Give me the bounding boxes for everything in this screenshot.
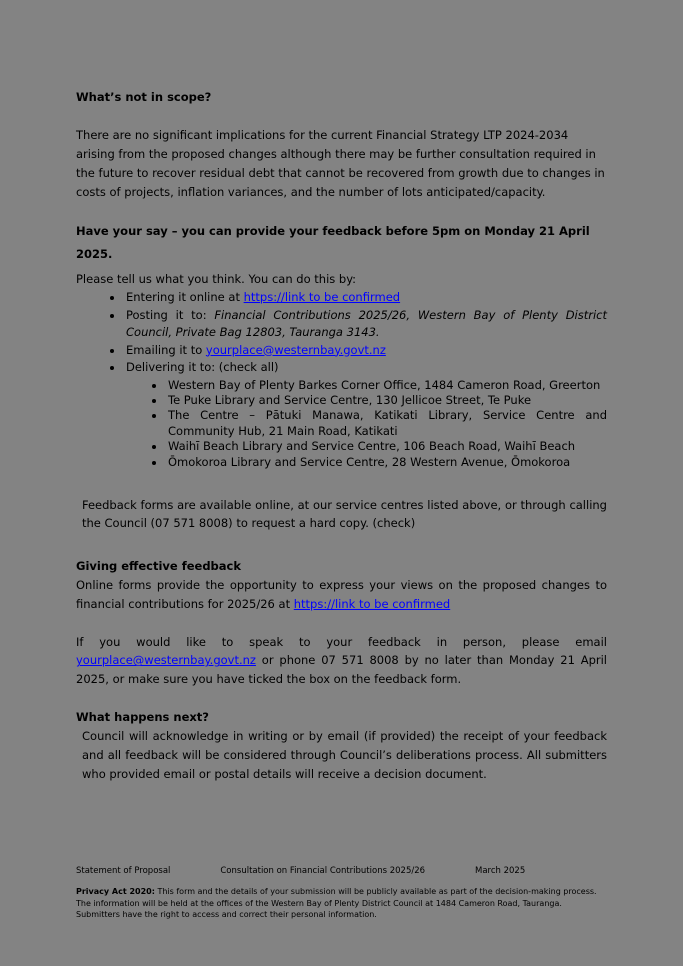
feedback-methods-list [76, 289, 607, 470]
heading-giving-effective-feedback: Giving effective feedback [76, 558, 242, 573]
email-link[interactable]: yourplace@westernbay.govt.nz [205, 342, 386, 357]
speak-prefix-text: If you would like to speak to your feedback in person, please email [76, 634, 607, 649]
location-item-omokoroa: • Ōmokoroa Library and Service Centre, 28 Western Avenue, Ōmokoroa [166, 455, 607, 470]
location-item-barkes-corner: • Western Bay of Plenty Barkes Corner Office, 1484 Cameron Road, Greerton [166, 378, 607, 393]
heading-have-your-say: Have your say – you can provide your feedback before 5pm on Monday 21 April 2025. [76, 224, 590, 261]
post-prefix-text: Posting it to: [126, 307, 215, 322]
list-item-post [124, 307, 607, 342]
para-online-forms [76, 576, 607, 614]
para-council-acknowledge: Council will acknowledge in writing or by email (if provided) the receipt of your feedback and all feedback will be considered through Council’s deliberations process. All submitters who provided email or postal details will receive a decision document. [82, 729, 607, 782]
page-footer [76, 866, 607, 921]
para-please-tell-us: Please tell us what you think. You can do this by: [76, 272, 357, 286]
privacy-note [76, 886, 607, 921]
online-forms-prefix-text: Online forms provide the opportunity to express your views on the proposed changes to financial contributions for 2025/26 at [76, 577, 607, 611]
location-item-waihi-beach: • Waihī Beach Library and Service Centre, 106 Beach Road, Waihī Beach [166, 439, 607, 454]
online-feedback-link[interactable]: https://link to be confirmed [243, 290, 401, 304]
footer-consultation-title: Consultation on Financial Contributions 2025/26 [220, 866, 426, 876]
footer-row [76, 866, 607, 876]
footer-date: March 2025 [475, 866, 526, 876]
heading-whats-not-in-scope: What’s not in scope? [76, 90, 212, 104]
list-item-email [124, 342, 607, 360]
online-forms-link[interactable]: https://link to be confirmed [293, 596, 451, 611]
deliver-label-text: Delivering it to: (check all) [126, 360, 279, 374]
para-feedback-forms: Feedback forms are available online, at our service centres listed above, or through calling the Council (07 571 8008) to request a hard copy. (check) [82, 497, 607, 531]
post-address-text: Financial Contributions 2025/26, Western Bay of Plenty District Council, Private Bag 12803, Tauranga 3143. [126, 307, 608, 339]
list-item-online [124, 289, 607, 307]
list-item-deliver [124, 359, 607, 470]
heading-what-happens-next: What happens next? [76, 710, 209, 725]
para-speak-in-person [76, 633, 607, 689]
privacy-note-text: This form and the details of your submission will be publicly available as part of the decision-making process. The information will be held at the offices of the Western Bay of Plenty District Council at 1484 Cameron Road, Tauranga. Submitters have the right to access and correct their personal information. [76, 887, 597, 919]
email-prefix-text: Emailing it to [126, 342, 206, 357]
online-prefix-text: Entering it online at [126, 290, 244, 304]
speak-suffix-text: or phone 07 571 8008 by no later than Monday 21 April 2025, or make sure you have ticked the box on the feedback form. [76, 653, 607, 686]
para-financial-strategy: There are no significant implications for the current Financial Strategy LTP 2024-2034 arising from the proposed changes although there may be further consultation required in the future to recover residual debt that cannot be recovered from growth due to changes in costs of projects, inflation variances, and the number of lots anticipated/capacity. [76, 128, 605, 199]
footer-document-title: Statement of Proposal [76, 866, 171, 876]
location-item-te-puke: • Te Puke Library and Service Centre, 130 Jellicoe Street, Te Puke [166, 393, 607, 408]
delivery-locations-list [126, 378, 607, 470]
privacy-act-label: Privacy Act 2020: [76, 887, 155, 896]
location-item-katikati: • The Centre – Pātuki Manawa, Katikati Library, Service Centre and Community Hub, 21 Main Road, Katikati [166, 408, 607, 439]
speak-email-link[interactable]: yourplace@westernbay.govt.nz [76, 653, 256, 668]
